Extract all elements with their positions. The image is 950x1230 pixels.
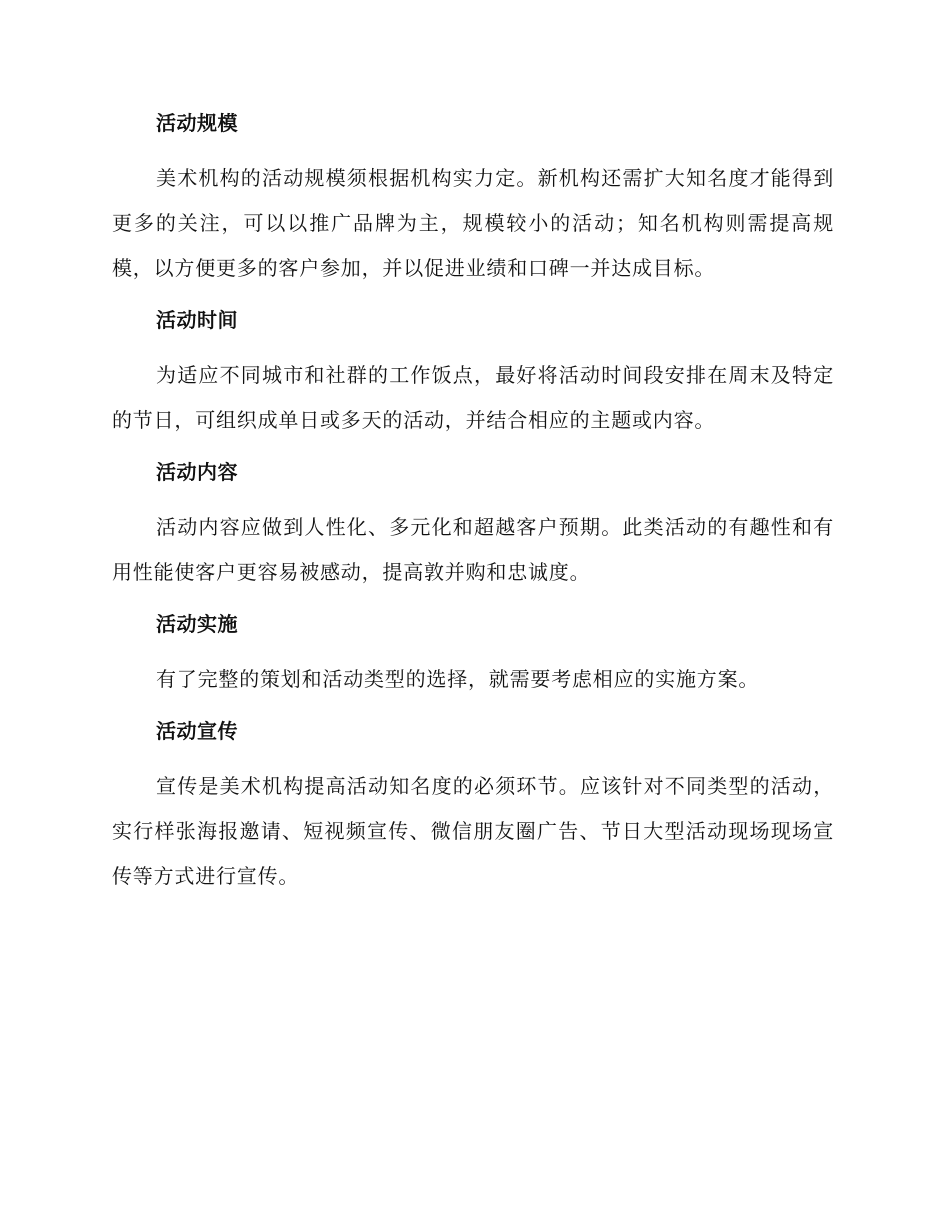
section-paragraph: 有了完整的策划和活动类型的选择，就需要考虑相应的实施方案。 xyxy=(156,667,760,691)
section-heading: 活动规模 xyxy=(156,111,238,135)
section-paragraph: 活动内容应做到人性化、多元化和超越客户预期。此类活动的有趣性和有用性能使客户更容易被感动，提高敦并购和忠诚度。 xyxy=(112,515,834,584)
section-time xyxy=(112,305,834,457)
section-heading: 活动实施 xyxy=(156,612,238,636)
section-paragraph: 美术机构的活动规模须根据机构实力定。新机构还需扩大知名度才能得到更多的关注，可以以推广品牌为主，规模较小的活动；知名机构则需提高规模，以方便更多的客户参加，并以促进业绩和口碑一并达成目标。 xyxy=(112,166,834,280)
section-heading: 活动时间 xyxy=(156,308,238,332)
section-heading: 活动内容 xyxy=(156,460,238,484)
document-content xyxy=(112,108,834,899)
section-heading: 活动宣传 xyxy=(156,719,238,743)
section-paragraph: 为适应不同城市和社群的工作饭点，最好将活动时间段安排在周末及特定的节日，可组织成单日或多天的活动，并结合相应的主题或内容。 xyxy=(112,363,834,432)
section-promotion xyxy=(112,716,834,899)
section-paragraph: 宣传是美术机构提高活动知名度的必须环节。应该针对不同类型的活动，实行样张海报邀请、短视频宣传、微信朋友圈广告、节日大型活动现场现场宣传等方式进行宣传。 xyxy=(112,774,834,888)
section-implementation xyxy=(112,609,834,716)
section-scale xyxy=(112,108,834,305)
section-content xyxy=(112,457,834,609)
